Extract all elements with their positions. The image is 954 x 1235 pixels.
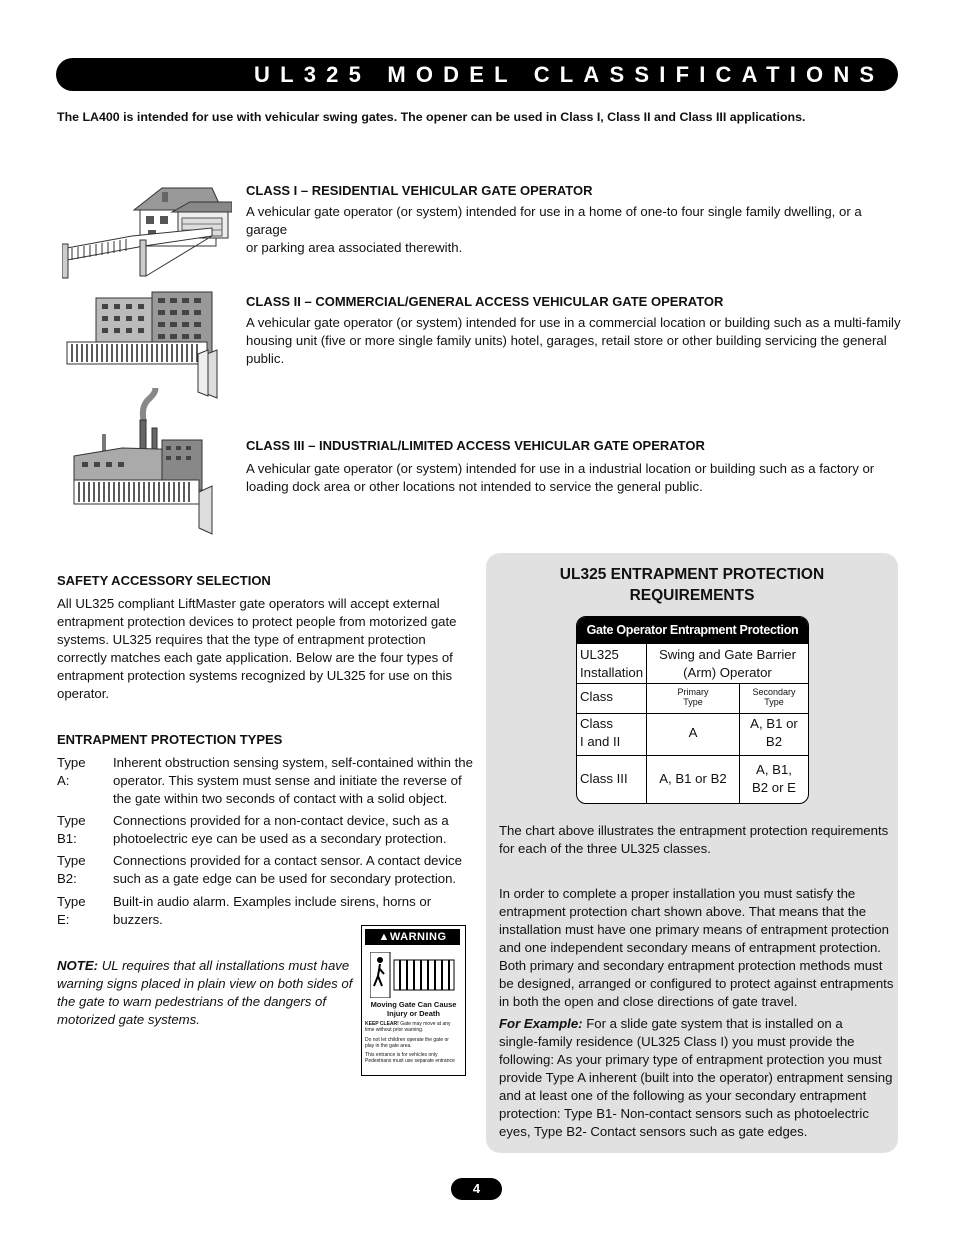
class-3-description: A vehicular gate operator (or system) intended for use in a industrial location or building such as a factory or loading dock area or other locations not intended to service the general public. <box>246 461 875 494</box>
page-number: 4 <box>451 1178 502 1200</box>
commercial-building-illustration <box>62 290 232 400</box>
example-text: For Example: For a slide gate system that is installed on a single-family residence (UL325 Class I) you must provide the following: As your primary type of entrapment protection you must provide Type A inherent (built into the operator) entrapment sensing and at least one of the following as your secondary entrapment protection: Type B1- Non-contact sensors such as photoelectric eyes, Type B2- Contact sensors such as gate edges. <box>499 1016 893 1139</box>
type-b2-label: Type B2: <box>57 853 86 886</box>
installation-requirements-text: In order to complete a proper installation you must satisfy the entrapment protection chart shown above. That means that the installation must have one primary means of entrapment protection and one independent secondary means of entrapment protection. Both primary and secondary entrapment protection methods must be designed, arranged or configured to protect against entrapments in both the open and close directions of gate travel. <box>499 886 894 1009</box>
class-2-heading: CLASS II – COMMERCIAL/GENERAL ACCESS VEHICULAR GATE OPERATOR <box>246 294 724 309</box>
industrial-factory-illustration <box>62 388 222 538</box>
table-cell-class-label: Class <box>580 689 613 704</box>
table-cell-secondary-type: Secondary Type <box>752 687 796 707</box>
table-cell-class-1-2: Class I and II <box>580 716 621 749</box>
type-b1-text: Connections provided for a non-contact device, such as a photoelectric eye can be used as a secondary protection. <box>113 813 449 846</box>
entrapment-protection-table <box>576 616 809 804</box>
class-1-heading: CLASS I – RESIDENTIAL VEHICULAR GATE OPERATOR <box>246 183 593 198</box>
page-title-bar <box>56 58 898 91</box>
class-3-heading: CLASS III – INDUSTRIAL/LIMITED ACCESS VEHICULAR GATE OPERATOR <box>246 438 705 453</box>
note-label: NOTE: <box>57 958 99 973</box>
warning-sign-title: Moving Gate Can Cause Injury or Death <box>370 1000 457 1018</box>
table-cell-class-1-2-primary: A <box>688 725 698 740</box>
warning-sign-header: ▲WARNING <box>365 929 460 945</box>
safety-heading: SAFETY ACCESSORY SELECTION <box>57 573 271 588</box>
type-e-label: Type E: <box>57 894 86 927</box>
class-2-description: A vehicular gate operator (or system) intended for use in a commercial location or building such as a multi-family housing unit (five or more single family units) hotel, garages, retail store or other building servicing the general public. <box>246 315 901 366</box>
safety-description: All UL325 compliant LiftMaster gate operators will accept external entrapment protection devices to protect people from motorized gate systems. UL325 requires that the type of entrapment protection correctly matches each gate application. Below are the four types of entrapment protection systems recognized by UL325 for use on this operator. <box>57 596 457 701</box>
page-title: UL325 MODEL CLASSIFICATIONS <box>254 62 885 87</box>
residential-house-illustration <box>62 180 232 280</box>
note-text: NOTE: UL requires that all installations must have warning signs placed in plain view on both sides of the gate to warn pedestrians of the dangers of motorized gate systems. <box>57 958 353 1027</box>
table-cell-class-3-secondary: A, B1, B2 or E <box>752 762 796 795</box>
table-header: Gate Operator Entrapment Protection <box>577 617 808 644</box>
intro-text: The LA400 is intended for use with vehicular swing gates. The opener can be used in Class I, Class II and Class III applications. <box>57 110 806 124</box>
warning-sign <box>361 925 466 1076</box>
table-cell-installation-label: UL325 Installation <box>580 647 644 680</box>
types-heading: ENTRAPMENT PROTECTION TYPES <box>57 732 283 747</box>
gate-pedestrian-icon <box>370 952 458 998</box>
table-cell-class-1-2-secondary: A, B1 or B2 <box>750 716 798 749</box>
type-a-label: Type A: <box>57 755 86 788</box>
warning-triangle-icon: ▲ <box>378 931 390 943</box>
requirements-panel-title: UL325 ENTRAPMENT PROTECTION REQUIREMENTS <box>559 566 825 604</box>
example-label: For Example: <box>499 1016 583 1031</box>
table-cell-class-3-primary: A, B1 or B2 <box>659 771 727 786</box>
type-a-text: Inherent obstruction sensing system, self-contained within the operator. This system must sense and initiate the reverse of the gate within two seconds of contact with a solid object. <box>113 755 473 806</box>
table-cell-class-3: Class III <box>580 771 628 786</box>
table-cell-primary-type: Primary Type <box>677 687 709 707</box>
type-e-text: Built-in audio alarm. Examples include sirens, horns or buzzers. <box>113 894 432 927</box>
class-1-description: A vehicular gate operator (or system) intended for use in a home of one-to four single family dwelling, or a garage or parking area associated therewith. <box>246 204 862 255</box>
type-b1-label: Type B1: <box>57 813 86 846</box>
chart-explanation: The chart above illustrates the entrapment protection requirements for each of the three UL325 classes. <box>499 823 889 856</box>
warning-sign-fineprint: KEEP CLEAR! Gate may move at any time without prior warning. Do not let children operate the gate or play in the gate area. This entrance is for vehicles only Pedestrians must use separate entrance <box>365 1021 455 1064</box>
type-b2-text: Connections provided for a contact sensor. A contact device such as a gate edge can be used for secondary protection. <box>113 853 462 886</box>
table-cell-operator-type: Swing and Gate Barrier (Arm) Operator <box>658 647 797 680</box>
